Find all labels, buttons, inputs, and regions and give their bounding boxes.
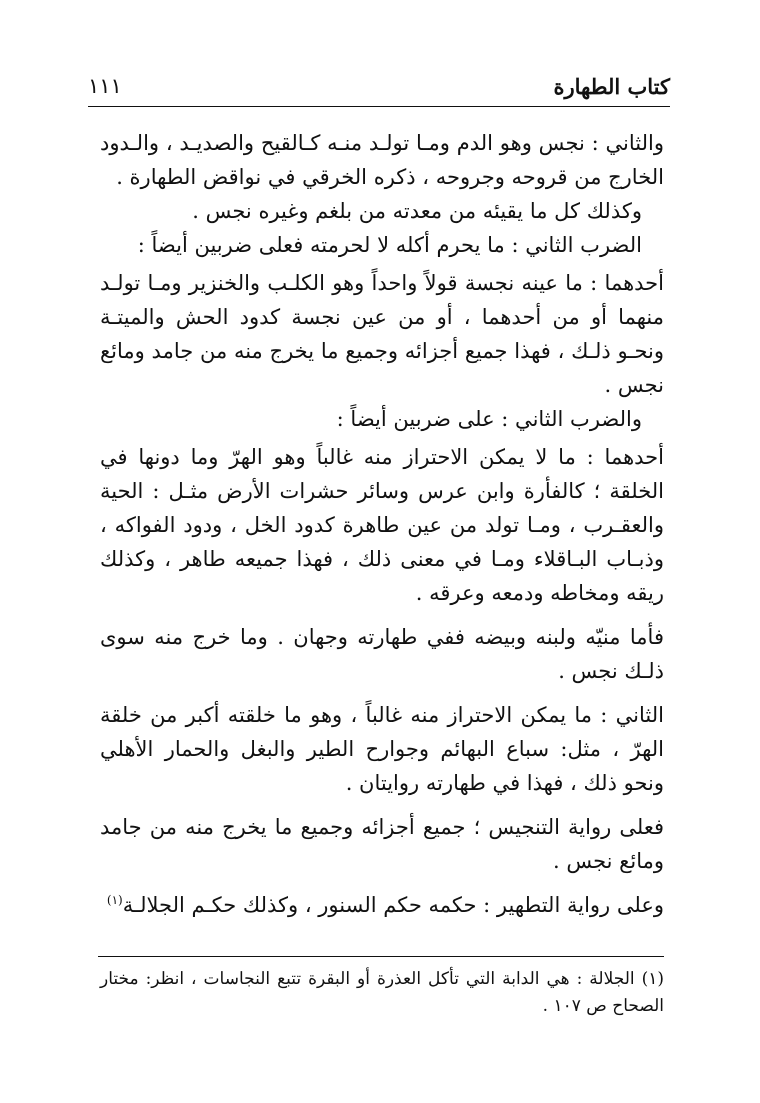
header-divider bbox=[88, 106, 670, 107]
paragraph-7: فأما منيّه ولبنه وبيضه ففي طهارته وجهان . وما خرج منه سوى ذلـك نجس . bbox=[100, 625, 664, 683]
paragraph-1: والثاني : نجس وهو الدم ومـا تولـد منـه كـالقيح والصديـد ، والـدود الخارج من قروحه وجروحه ، ذكره الخرقي في نواقض الطهارة . bbox=[100, 131, 664, 189]
paragraph-10 bbox=[100, 888, 664, 922]
footnote-1: (١) الجلالة : هي الدابة التي تأكل العذرة أو البقرة تتبع النجاسات ، انظر: مختار الصحاح ص ١٠٧ . bbox=[100, 969, 664, 1016]
paragraph-4: أحدهما : ما عينه نجسة قولاً واحداً وهو الكلـب والخنزير ومـا تولـد منهما أو من أحدهما ، أو من عين نجسة كدود الحش والميتـة ونحـو ذلـك ، فهذا جميع أجزائه وجميع ما يخرج منه من جامد ومائع نجس . bbox=[100, 271, 664, 397]
running-header bbox=[88, 70, 670, 110]
paragraph-8: الثاني : ما يمكن الاحتراز منه غالباً ، وهو ما خلقته أكبر من خلقة الهرّ ، مثل: سباع البهائم وجوارح الطير والبغل والحمار الأهلي ونحو ذلك ، فهذا في طهارته روايتان . bbox=[100, 703, 664, 795]
paragraph-6: أحدهما : ما لا يمكن الاحتراز منه غالباً وهو الهرّ وما دونها في الخلقة ؛ كالفأرة وابن عرس وسائر حشرات الأرض مثـل : الحية والعقـرب ، ومـا تولد من عين طاهرة كدود الخل ، ودود الفواكه ، وذبـاب البـاقلاء ومـا في معنى ذلك ، فهذا جميعه طاهر ، وكذلك ريقه ومخاطه ودمعه وعرقه . bbox=[100, 445, 664, 605]
paragraph-2: وكذلك كل ما يقيئه من معدته من بلغم وغيره نجس . bbox=[192, 199, 642, 223]
book-title: كتاب الطهارة bbox=[553, 74, 670, 99]
page-number: ١١١ bbox=[88, 74, 122, 98]
paragraph-3: الضرب الثاني : ما يحرم أكله لا لحرمته فعلى ضربين أيضاً : bbox=[137, 233, 642, 257]
main-text bbox=[100, 126, 664, 922]
paragraph-5: والضرب الثاني : على ضربين أيضاً : bbox=[336, 407, 642, 431]
paragraph-9: فعلى رواية التنجيس ؛ جميع أجزائه وجميع ما يخرج منه من جامد ومائع نجس . bbox=[100, 815, 664, 873]
footnotes bbox=[100, 966, 664, 1020]
paragraph-10-text: وعلى رواية التطهير : حكمه حكم السنور ، وكذلك حكـم الجلالـة bbox=[122, 893, 664, 917]
footnote-marker: (١) bbox=[106, 893, 123, 907]
footnote-divider bbox=[98, 956, 664, 957]
